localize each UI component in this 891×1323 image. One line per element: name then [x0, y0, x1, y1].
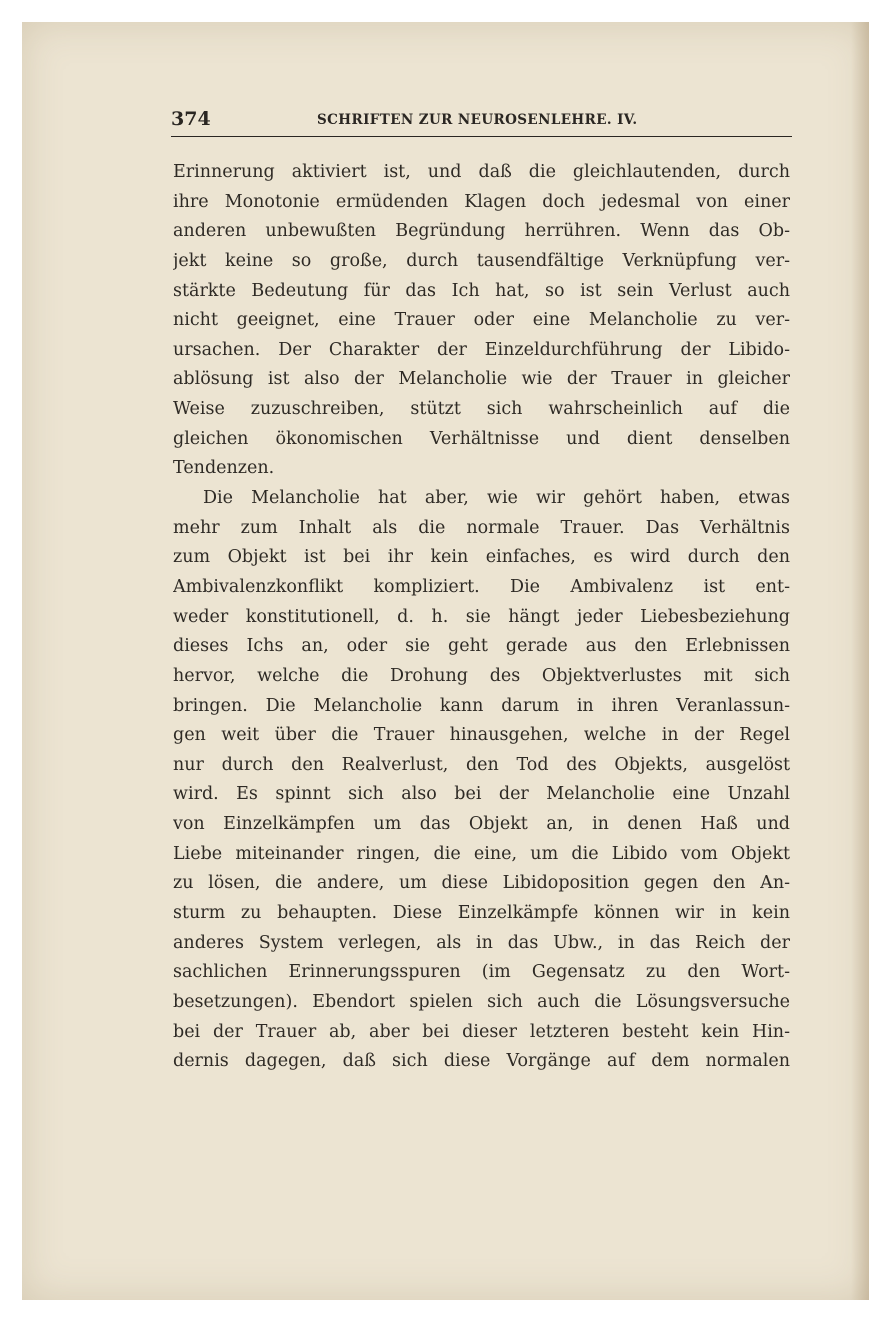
- text-line: Ambivalenzkonflikt kompliziert. Die Ambivalenz ist ent-: [173, 576, 790, 597]
- text-line: nicht geeignet, eine Trauer oder eine Melancholie zu ver-: [173, 310, 790, 331]
- text-line: jekt keine so große, durch tausendfältige Verknüpfung ver-: [173, 250, 790, 271]
- text-line: Die Melancholie hat aber, wie wir gehört haben, etwas: [203, 488, 790, 509]
- text-line: dieses Ichs an, oder sie geht gerade aus den Erlebnissen: [173, 636, 790, 657]
- text-line: anderen unbewußten Begründung herrühren. Wenn das Ob-: [173, 221, 790, 242]
- text-line: bei der Trauer ab, aber bei dieser letzteren besteht kein Hin-: [173, 1021, 790, 1042]
- text-line: nur durch den Realverlust, den Tod des Objekts, ausgelöst: [173, 754, 790, 775]
- text-line: gleichen ökonomischen Verhältnisse und dient denselben: [173, 428, 790, 449]
- text-line: zu lösen, die andere, um diese Libidoposition gegen den An-: [173, 873, 790, 894]
- text-line: bringen. Die Melancholie kann darum in ihren Veranlassun-: [173, 695, 790, 716]
- text-line: sturm zu behaupten. Diese Einzelkämpfe können wir in kein: [173, 903, 790, 924]
- text-line: ablösung ist also der Melancholie wie der Trauer in gleicher: [173, 369, 790, 390]
- page-header: [171, 106, 792, 137]
- text-line: Erinnerung aktiviert ist, und daß die gleichlautenden, durch: [173, 162, 790, 182]
- text-line: dernis dagegen, daß sich diese Vorgänge auf dem normalen: [173, 1051, 790, 1072]
- text-line: weder konstitutionell, d. h. sie hängt jeder Liebesbeziehung: [173, 606, 790, 627]
- text-line: anderes System verlegen, als in das Ubw., in das Reich der: [173, 932, 790, 953]
- page-number: 374: [171, 108, 211, 130]
- text-line: zum Objekt ist bei ihr kein einfaches, es wird durch den: [173, 547, 790, 568]
- page-edge-shadow: [851, 22, 869, 1300]
- text-line: sachlichen Erinnerungsspuren (im Gegensatz zu den Wort-: [173, 962, 790, 983]
- text-line: von Einzelkämpfen um das Objekt an, in denen Haß und: [173, 814, 790, 835]
- text-line: Liebe miteinander ringen, die eine, um die Libido vom Objekt: [173, 843, 790, 864]
- text-line: ursachen. Der Charakter der Einzeldurchführung der Libido-: [173, 339, 790, 360]
- body-text: [173, 158, 790, 1077]
- text-line: wird. Es spinnt sich also bei der Melancholie eine Unzahl: [173, 784, 790, 805]
- text-line: ihre Monotonie ermüdenden Klagen doch jedesmal von einer: [173, 191, 790, 212]
- text-line: stärkte Bedeutung für das Ich hat, so ist sein Verlust auch: [173, 280, 790, 301]
- text-line: hervor, welche die Drohung des Objektverlustes mit sich: [173, 665, 790, 686]
- text-line: Tendenzen.: [173, 458, 275, 479]
- text-line: gen weit über die Trauer hinausgehen, welche in der Regel: [173, 725, 790, 746]
- running-head: SCHRIFTEN ZUR NEUROSENLEHRE. IV.: [317, 112, 638, 128]
- text-line: Weise zuzuschreiben, stützt sich wahrscheinlich auf die: [173, 399, 790, 420]
- text-line: besetzungen). Ebendort spielen sich auch die Lösungsversuche: [173, 991, 790, 1012]
- text-line: mehr zum Inhalt als die normale Trauer. Das Verhältnis: [173, 517, 790, 538]
